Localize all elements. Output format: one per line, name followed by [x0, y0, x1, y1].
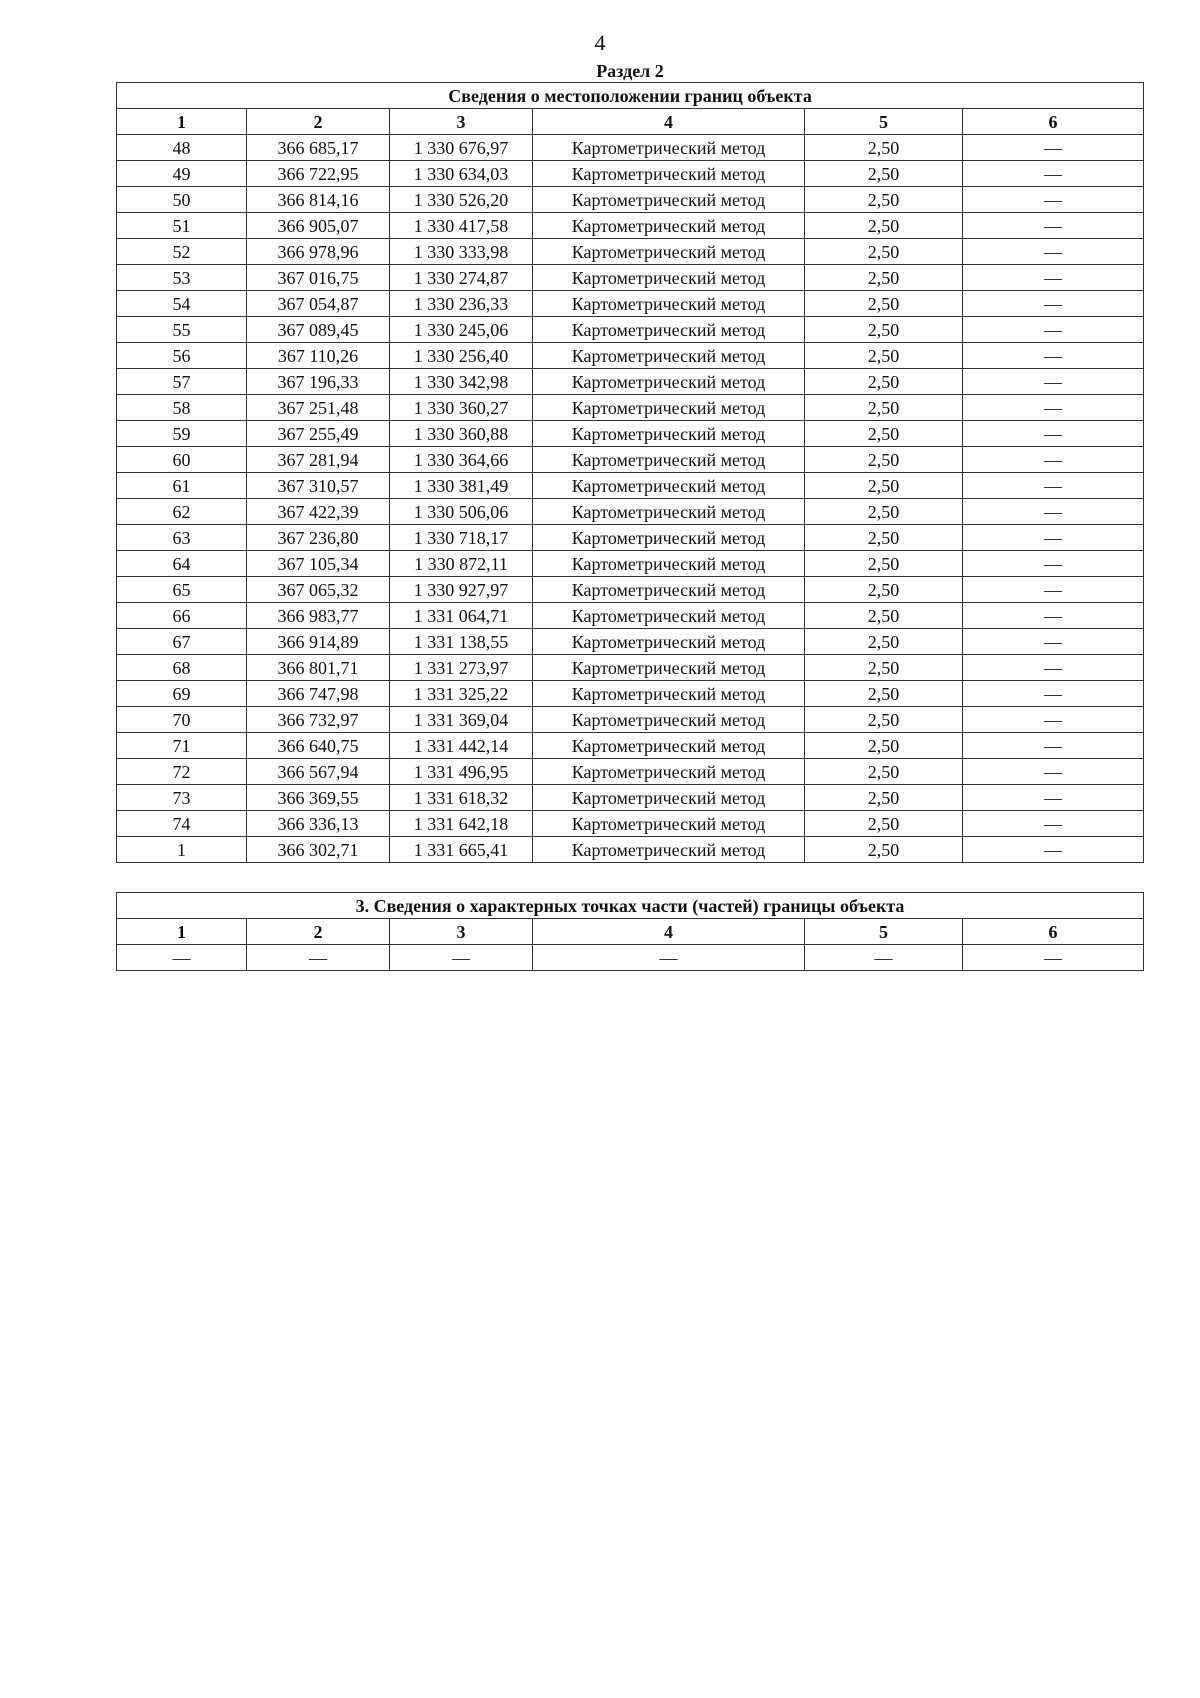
table-row — [117, 499, 1144, 525]
table-cell: 51 — [117, 213, 247, 239]
table-cell: Картометрический метод — [533, 629, 805, 655]
table-cell: 367 422,39 — [247, 499, 390, 525]
table-cell: — — [963, 291, 1144, 317]
table-row — [117, 317, 1144, 343]
table-cell: 73 — [117, 785, 247, 811]
table-cell: Картометрический метод — [533, 369, 805, 395]
boundary-location-table — [116, 82, 1144, 863]
table-cell: 1 330 274,87 — [390, 265, 533, 291]
table-cell: Картометрический метод — [533, 343, 805, 369]
table-title-row — [117, 893, 1144, 919]
table-cell: 2,50 — [805, 577, 963, 603]
table-cell: 1 330 676,97 — [390, 135, 533, 161]
table-cell: 367 065,32 — [247, 577, 390, 603]
table-cell: 2,50 — [805, 135, 963, 161]
table-cell: Картометрический метод — [533, 187, 805, 213]
table-cell: 50 — [117, 187, 247, 213]
table-cell: 2,50 — [805, 421, 963, 447]
table-cell: 366 732,97 — [247, 707, 390, 733]
table-cell: Картометрический метод — [533, 265, 805, 291]
table-cell: 1 330 506,06 — [390, 499, 533, 525]
table-cell: 67 — [117, 629, 247, 655]
table-cell: Картометрический метод — [533, 785, 805, 811]
table-cell: 1 330 634,03 — [390, 161, 533, 187]
table-cell: 1 330 256,40 — [390, 343, 533, 369]
table-cell: — — [963, 317, 1144, 343]
table-cell: — — [963, 759, 1144, 785]
table-cell: 1 330 360,27 — [390, 395, 533, 421]
table-cell: 2,50 — [805, 655, 963, 681]
table-cell: 60 — [117, 447, 247, 473]
table-cell: 2,50 — [805, 239, 963, 265]
table-cell: 68 — [117, 655, 247, 681]
table-cell: 2,50 — [805, 525, 963, 551]
table-cell: 1 330 333,98 — [390, 239, 533, 265]
table-row — [117, 811, 1144, 837]
table-cell: Картометрический метод — [533, 551, 805, 577]
column-header: 6 — [963, 109, 1144, 135]
table-cell: 53 — [117, 265, 247, 291]
table-cell: 366 914,89 — [247, 629, 390, 655]
table-row — [117, 759, 1144, 785]
table-cell: 366 640,75 — [247, 733, 390, 759]
table-row — [117, 681, 1144, 707]
table-cell: 1 330 872,11 — [390, 551, 533, 577]
column-header: 1 — [117, 919, 247, 945]
table-cell: 2,50 — [805, 265, 963, 291]
table-cell: 63 — [117, 525, 247, 551]
table-cell: 66 — [117, 603, 247, 629]
table-cell: 1 331 442,14 — [390, 733, 533, 759]
boundary-parts-table — [116, 892, 1144, 971]
table-cell: 2,50 — [805, 213, 963, 239]
table-cell: — — [963, 945, 1144, 971]
table-cell: 72 — [117, 759, 247, 785]
table-cell: Картометрический метод — [533, 317, 805, 343]
table-cell: 2,50 — [805, 629, 963, 655]
table-cell: 58 — [117, 395, 247, 421]
table-cell: Картометрический метод — [533, 681, 805, 707]
table-cell: 367 310,57 — [247, 473, 390, 499]
table-cell: 367 236,80 — [247, 525, 390, 551]
table-cell: 1 331 369,04 — [390, 707, 533, 733]
table-row — [117, 187, 1144, 213]
table-cell: 2,50 — [805, 837, 963, 863]
table-cell: 1 330 360,88 — [390, 421, 533, 447]
table-cell: 1 330 927,97 — [390, 577, 533, 603]
table-cell: 2,50 — [805, 447, 963, 473]
table-cell: — — [963, 681, 1144, 707]
table-cell: 69 — [117, 681, 247, 707]
table-cell: Картометрический метод — [533, 473, 805, 499]
table-cell: 1 330 526,20 — [390, 187, 533, 213]
table-cell: 2,50 — [805, 811, 963, 837]
column-header-row — [117, 919, 1144, 945]
table-cell: 1 330 381,49 — [390, 473, 533, 499]
table-cell: 1 331 665,41 — [390, 837, 533, 863]
table-cell: 2,50 — [805, 681, 963, 707]
table-title: 3. Сведения о характерных точках части (частей) границы объекта — [117, 893, 1144, 919]
table-row — [117, 945, 1144, 971]
table-cell: 366 747,98 — [247, 681, 390, 707]
table-cell: 2,50 — [805, 395, 963, 421]
table-cell: Картометрический метод — [533, 733, 805, 759]
table-cell: 366 801,71 — [247, 655, 390, 681]
column-header: 5 — [805, 919, 963, 945]
table-row — [117, 551, 1144, 577]
table-row — [117, 343, 1144, 369]
table-row — [117, 447, 1144, 473]
table-cell: 1 330 417,58 — [390, 213, 533, 239]
table-cell: — — [247, 945, 390, 971]
table-cell: — — [390, 945, 533, 971]
table-cell: — — [963, 395, 1144, 421]
table-cell: 48 — [117, 135, 247, 161]
table-cell: — — [963, 577, 1144, 603]
table-cell: 366 567,94 — [247, 759, 390, 785]
table-cell: Картометрический метод — [533, 577, 805, 603]
table-cell: — — [963, 603, 1144, 629]
table-cell: — — [963, 161, 1144, 187]
table-cell: Картометрический метод — [533, 421, 805, 447]
table-cell: Картометрический метод — [533, 525, 805, 551]
column-header: 6 — [963, 919, 1144, 945]
table-cell: 1 330 236,33 — [390, 291, 533, 317]
table-cell: Картометрический метод — [533, 707, 805, 733]
table-cell: Картометрический метод — [533, 291, 805, 317]
table-cell: Картометрический метод — [533, 135, 805, 161]
column-header: 3 — [390, 109, 533, 135]
column-header: 5 — [805, 109, 963, 135]
table-cell: 59 — [117, 421, 247, 447]
table-cell: Картометрический метод — [533, 447, 805, 473]
table-cell: 367 255,49 — [247, 421, 390, 447]
table-cell: — — [963, 707, 1144, 733]
table-cell: 367 281,94 — [247, 447, 390, 473]
table-cell: 1 331 618,32 — [390, 785, 533, 811]
table-cell: 1 331 496,95 — [390, 759, 533, 785]
table-row — [117, 265, 1144, 291]
column-header-row — [117, 109, 1144, 135]
table-cell: 2,50 — [805, 499, 963, 525]
table-cell: — — [963, 239, 1144, 265]
table-row — [117, 707, 1144, 733]
table-cell: 366 814,16 — [247, 187, 390, 213]
page-number: 4 — [594, 30, 606, 55]
table-cell: Картометрический метод — [533, 811, 805, 837]
table-row — [117, 161, 1144, 187]
table-row — [117, 135, 1144, 161]
column-header: 2 — [247, 919, 390, 945]
table-cell: 366 685,17 — [247, 135, 390, 161]
table-cell: 57 — [117, 369, 247, 395]
table-cell: — — [963, 265, 1144, 291]
table-cell: Картометрический метод — [533, 759, 805, 785]
table-row — [117, 525, 1144, 551]
table-cell: 64 — [117, 551, 247, 577]
table-cell: — — [963, 629, 1144, 655]
table-cell: 2,50 — [805, 603, 963, 629]
table-cell: 2,50 — [805, 343, 963, 369]
table-cell: — — [963, 187, 1144, 213]
table-cell: — — [963, 135, 1144, 161]
table-cell: Картометрический метод — [533, 395, 805, 421]
table-cell: 2,50 — [805, 759, 963, 785]
table-cell: 2,50 — [805, 291, 963, 317]
column-header: 4 — [533, 919, 805, 945]
table-cell: Картометрический метод — [533, 213, 805, 239]
table-cell: 366 722,95 — [247, 161, 390, 187]
table-cell: 1 331 642,18 — [390, 811, 533, 837]
table-cell: 1 330 718,17 — [390, 525, 533, 551]
table-cell: 2,50 — [805, 369, 963, 395]
table-cell: — — [963, 837, 1144, 863]
table-cell: 74 — [117, 811, 247, 837]
table-cell: 1 330 245,06 — [390, 317, 533, 343]
table-row — [117, 733, 1144, 759]
table-cell: 366 983,77 — [247, 603, 390, 629]
table-cell: — — [963, 655, 1144, 681]
table-cell: 2,50 — [805, 473, 963, 499]
table-cell: — — [533, 945, 805, 971]
table-cell: 2,50 — [805, 551, 963, 577]
table-row — [117, 239, 1144, 265]
table-row — [117, 213, 1144, 239]
table-cell: — — [963, 343, 1144, 369]
table-cell: 366 978,96 — [247, 239, 390, 265]
table-cell: 366 905,07 — [247, 213, 390, 239]
table-cell: 70 — [117, 707, 247, 733]
table-cell: 1 — [117, 837, 247, 863]
table-title-row — [117, 83, 1144, 109]
table-cell: 366 302,71 — [247, 837, 390, 863]
table-cell: — — [963, 785, 1144, 811]
table-row — [117, 629, 1144, 655]
table-cell: 1 330 342,98 — [390, 369, 533, 395]
table-cell: Картометрический метод — [533, 499, 805, 525]
table-cell: 52 — [117, 239, 247, 265]
table-cell: — — [117, 945, 247, 971]
table-cell: 366 369,55 — [247, 785, 390, 811]
table-cell: 49 — [117, 161, 247, 187]
table-cell: 367 251,48 — [247, 395, 390, 421]
table-cell: 367 089,45 — [247, 317, 390, 343]
column-header: 4 — [533, 109, 805, 135]
table-cell: 1 331 325,22 — [390, 681, 533, 707]
table-cell: 65 — [117, 577, 247, 603]
table-cell: — — [963, 213, 1144, 239]
table-row — [117, 421, 1144, 447]
table-cell: 1 331 273,97 — [390, 655, 533, 681]
table-cell: 1 331 138,55 — [390, 629, 533, 655]
table-cell: — — [963, 811, 1144, 837]
table-cell: — — [963, 447, 1144, 473]
table-row — [117, 473, 1144, 499]
table-cell: — — [963, 733, 1144, 759]
table-cell: 71 — [117, 733, 247, 759]
table-cell: 367 196,33 — [247, 369, 390, 395]
table-cell: 1 330 364,66 — [390, 447, 533, 473]
table-cell: 367 105,34 — [247, 551, 390, 577]
table-cell: 56 — [117, 343, 247, 369]
table-row — [117, 369, 1144, 395]
table-cell: Картометрический метод — [533, 239, 805, 265]
table-cell: 367 016,75 — [247, 265, 390, 291]
column-header: 1 — [117, 109, 247, 135]
table-row — [117, 603, 1144, 629]
table-cell: 2,50 — [805, 187, 963, 213]
table-cell: — — [963, 525, 1144, 551]
table-cell: 367 110,26 — [247, 343, 390, 369]
table-cell: 2,50 — [805, 733, 963, 759]
table-cell: 54 — [117, 291, 247, 317]
table-cell: — — [963, 499, 1144, 525]
table-cell: 55 — [117, 317, 247, 343]
table-title: Сведения о местоположении границ объекта — [117, 83, 1144, 109]
table-cell: 2,50 — [805, 707, 963, 733]
table-row — [117, 395, 1144, 421]
table-cell: 2,50 — [805, 161, 963, 187]
table-row — [117, 785, 1144, 811]
table-cell: 1 331 064,71 — [390, 603, 533, 629]
table-cell: 61 — [117, 473, 247, 499]
table-cell: — — [963, 473, 1144, 499]
table-cell: 2,50 — [805, 317, 963, 343]
table-cell: — — [805, 945, 963, 971]
table-cell: Картометрический метод — [533, 603, 805, 629]
column-header: 2 — [247, 109, 390, 135]
table-cell: 367 054,87 — [247, 291, 390, 317]
table-cell: Картометрический метод — [533, 655, 805, 681]
section-title: Раздел 2 — [596, 61, 664, 81]
table-cell: — — [963, 369, 1144, 395]
table-cell: 62 — [117, 499, 247, 525]
table-cell: 2,50 — [805, 785, 963, 811]
table-row — [117, 291, 1144, 317]
table-row — [117, 837, 1144, 863]
table-cell: Картометрический метод — [533, 837, 805, 863]
table-cell: Картометрический метод — [533, 161, 805, 187]
column-header: 3 — [390, 919, 533, 945]
table-row — [117, 577, 1144, 603]
table-cell: — — [963, 421, 1144, 447]
table-cell: — — [963, 551, 1144, 577]
table-row — [117, 655, 1144, 681]
table-cell: 366 336,13 — [247, 811, 390, 837]
